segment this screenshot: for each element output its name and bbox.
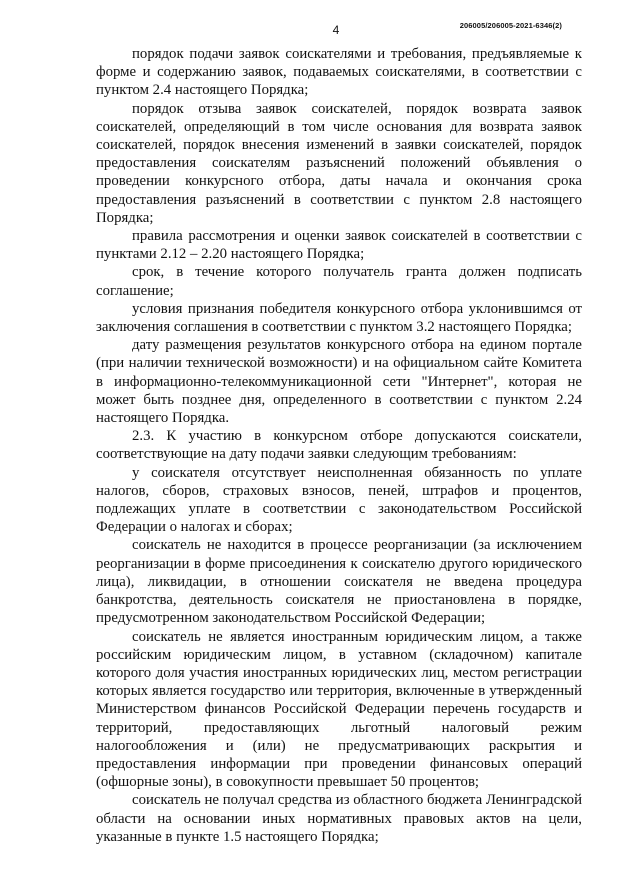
paragraph-tax-requirement: у соискателя отсутствует неисполненная обязанность по уплате налогов, сборов, страховых взносов, пеней, штрафов и процентов, подлежащих уплате в соответствии с законодательством Российской Федерации о налогах и сборах; — [96, 464, 582, 536]
document-id: 206005/206005-2021-6346(2) — [459, 21, 562, 30]
paragraph-evaluation-rules: правила рассмотрения и оценки заявок соискателей в соответствии с пунктами 2.12 – 2.20 настоящего Порядка; — [96, 228, 582, 263]
document-body — [96, 45, 582, 846]
paragraph-signing-term: срок, в течение которого получатель гранта должен подписать соглашение; — [96, 264, 582, 299]
paragraph-withdrawal-procedure: порядок отзыва заявок соискателей, порядок возврата заявок соискателей, определяющий в том числе основания для возврата заявок соискателей, порядок внесения изменений в заявки соискателей, порядок предоставления соискателям разъяснений положений объявления о проведении конкурсного отбора, даты начала и окончания срока предоставления разъяснений в соответствии с пунктом 2.8 настоящего Порядка; — [96, 100, 582, 226]
paragraph-budget-funds-requirement: соискатель не получал средства из областного бюджета Ленинградской области на основании иных нормативных правовых актов на цели, указанные в пункте 1.5 настоящего Порядка; — [96, 792, 582, 845]
paragraph-evasion-conditions: условия признания победителя конкурсного отбора уклонившимся от заключения соглашения в соответствии с пунктом 3.2 настоящего Порядка; — [96, 300, 582, 336]
paragraph-results-date: дату размещения результатов конкурсного отбора на едином портале (при наличии технической возможности) и на официальном сайте Комитета в информационно-телекоммуникационной сети "Интернет", которая не может быть позднее дня, определенного в соответствии с пунктом 2.24 настоящего Порядка. — [96, 337, 582, 427]
paragraph-section-2-3: 2.3. К участию в конкурсном отборе допускаются соискатели, соответствующие на дату подачи заявки следующим требованиям: — [96, 428, 582, 463]
page-number: 4 — [332, 23, 340, 37]
paragraph-application-procedure: порядок подачи заявок соискателями и требования, предъявляемые к форме и содержанию заявок, подаваемых соискателями, в соответствии с пунктом 2.4 настоящего Порядка; — [96, 46, 582, 99]
paragraph-foreign-entity-requirement: соискатель не является иностранным юридическим лицом, а также российским юридическим лицом, в уставном (складочном) капитале которого доля участия иностранных юридических лиц, местом регистрации которых является государство или территория, включенные в утвержденный Министерством финансов Российской Федерации перечень государств и территорий, предоставляющих льготный налоговый режим налогообложения и (или) не предусматривающих раскрытия и предоставления информации при проведении финансовых операций (офшорные зоны), в совокупности превышает 50 процентов; — [96, 628, 582, 791]
paragraph-reorganization-requirement: соискатель не находится в процессе реорганизации (за исключением реорганизации в форме присоединения к соискателю другого юридического лица), ликвидации, в отношении соискателя не введена процедура банкротства, деятельность соискателя не приостановлена в порядке, предусмотренном законодательством Российской Федерации; — [96, 537, 582, 627]
